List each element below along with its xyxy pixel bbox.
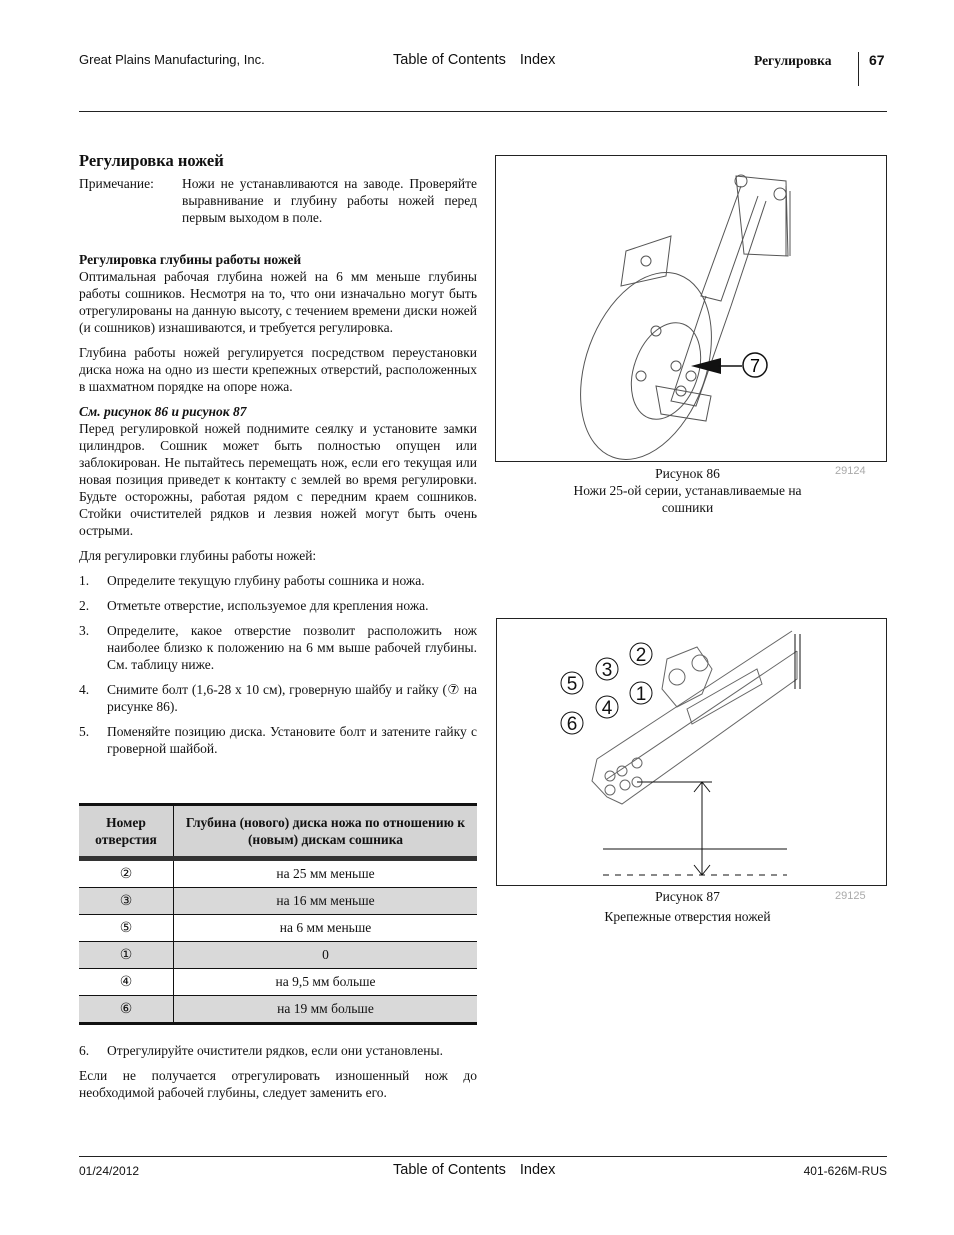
figure-86-label: Рисунок 86 — [655, 466, 720, 481]
svg-text:6: 6 — [566, 714, 578, 735]
footer-rule — [79, 1156, 887, 1157]
note-block — [79, 175, 477, 226]
closing-paragraph: Если не получается отрегулировать изношенный нож до необходимой рабочей глубины, следует заменить его. — [79, 1068, 477, 1100]
footer-date: 01/24/2012 — [79, 1164, 140, 1178]
figure-86-text: Ножи 25-ой серии, устанавливаемые на сошники — [573, 483, 802, 515]
svg-text:5: 5 — [566, 674, 578, 695]
step-item: 2. Отметьте отверстие, используемое для крепления ножа. — [79, 598, 429, 613]
closing-column — [79, 1042, 477, 1101]
figure-87-caption — [560, 887, 815, 927]
steps-list — [79, 572, 477, 757]
figure-87-id: 29125 — [835, 890, 866, 902]
step-item: 1. Определите текущую глубину работы сошника и ножа. — [79, 573, 425, 588]
figure-86-id: 29124 — [835, 465, 866, 477]
footer-nav — [393, 1162, 555, 1178]
mounting-holes-illustration — [497, 619, 886, 885]
svg-text:4: 4 — [601, 698, 613, 719]
step-item: 6. Отрегулируйте очистители рядков, если они установлены. — [79, 1043, 443, 1058]
footer-toc-link[interactable]: Table of Contents — [393, 1162, 506, 1178]
table-row: ③ на 16 мм меньше — [79, 888, 477, 915]
table-row: ④ на 9,5 мм больше — [79, 969, 477, 996]
knife-assembly-illustration — [496, 156, 886, 461]
table-row: ① 0 — [79, 942, 477, 969]
step-item: 3. Определите, какое отверстие позволит расположить нож наиболее близко к положению на 6 мм выше рабочей глубины. См. таблицу ниже. — [79, 623, 477, 672]
svg-text:1: 1 — [635, 684, 647, 705]
figure-reference[interactable]: См. рисунок 86 и рисунок 87 — [79, 404, 247, 419]
note-label: Примечание: — [79, 176, 154, 191]
footer-doc-id: 401-626M-RUS — [803, 1164, 887, 1178]
content-column — [79, 251, 477, 757]
svg-text:2: 2 — [635, 645, 647, 666]
toc-link[interactable]: Table of Contents — [393, 52, 506, 68]
table-row: ⑥ на 19 мм больше — [79, 996, 477, 1024]
figure-86-caption — [560, 465, 815, 516]
table-header-hole: Номер отверстия — [79, 805, 174, 859]
step-item: 5. Поменяйте позицию диска. Установите болт и затените гайку с гроверной шайбой. — [79, 724, 477, 756]
page-number: 67 — [869, 52, 885, 68]
figure-87-text: Крепежные отверстия ножей — [604, 909, 771, 924]
svg-text:7: 7 — [749, 356, 761, 376]
figure-86 — [495, 155, 887, 462]
figure-87-label: Рисунок 87 — [655, 889, 720, 904]
paragraph-2: Глубина работы ножей регулируется посредством переустановки диска ножа на одно из шести крепежных отверстий, расположенных в шахматном порядке на опоре ножа. — [79, 345, 477, 394]
header-divider — [858, 52, 859, 86]
header-rule — [79, 111, 887, 112]
step-item: 4. Снимите болт (1,6-28 x 10 см), гроверную шайбу и гайку (⑦ на рисунке 86). — [79, 682, 477, 714]
footer-index-link[interactable]: Index — [519, 1162, 556, 1178]
steps-list-cont — [79, 1042, 477, 1059]
hole-depth-table — [79, 803, 477, 1025]
steps-intro: Для регулировки глубины работы ножей: — [79, 548, 317, 563]
table-header-depth: Глубина (нового) диска ножа по отношению к (новым) дискам сошника — [174, 805, 478, 859]
note-text: Ножи не устанавливаются на заводе. Проверяйте выравнивание и глубину работы ножей перед первым выходом в поле. — [182, 176, 477, 225]
table-row: ② на 25 мм меньше — [79, 859, 477, 888]
page-title: Регулировка ножей — [79, 151, 224, 170]
section-name: Регулировка — [754, 53, 832, 68]
index-link[interactable]: Index — [519, 52, 556, 68]
header-nav — [393, 52, 569, 68]
svg-text:3: 3 — [601, 660, 613, 681]
figure-87 — [496, 618, 887, 886]
subheading: Регулировка глубины работы ножей — [79, 252, 302, 267]
company-name: Great Plains Manufacturing, Inc. — [79, 52, 265, 67]
paragraph-3: Перед регулировкой ножей поднимите сеялку и установите замки цилиндров. Сошник может быть полностью опущен или заблокирован. Не пытайтесь перемещать нож, если его текущая или новая позиция приведет к контакту с землей во время регулировки. Будьте осторожны, работая рядом с передним краем сошников. Стойки очистителей рядков и лезвия ножей могут быть очень острыми. — [79, 421, 477, 538]
paragraph-1: Оптимальная рабочая глубина ножей на 6 мм меньше глубины работы сошников. Несмотря на то, что они изначально могут быть отрегулированы на данную высоту, с течением времени диски ножей (и сошников) изнашиваются, и требуется регулировка. — [79, 269, 477, 335]
table-row: ⑤ на 6 мм меньше — [79, 915, 477, 942]
